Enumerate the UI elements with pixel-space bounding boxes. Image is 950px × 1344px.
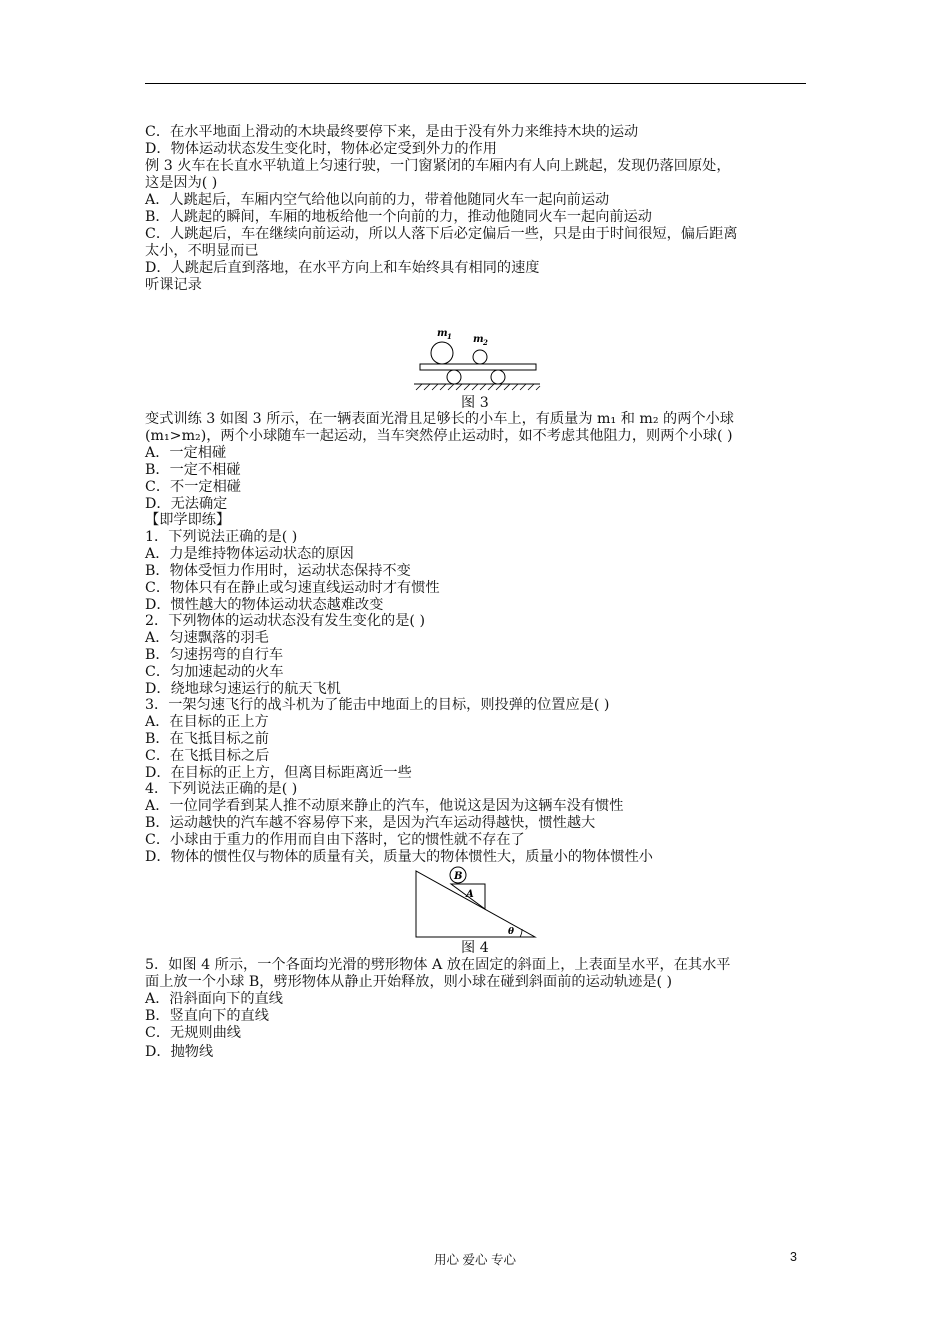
text-line: A．一定相碰 [145,445,227,461]
text-line: B．一定不相碰 [145,462,241,478]
angle-arc [520,929,522,937]
page-footer: 用心 爱心 专心 [434,1253,516,1267]
text-line: B．人跳起的瞬间，车厢的地板给他一个向前的力，推动他随同火车一起向前运动 [145,209,652,225]
text-line: C．人跳起后，车在继续向前运动，所以人落下后必定偏后一些，只是由于时间很短，偏后距离 [145,226,738,242]
text-line: 5．如图 4 所示，一个各面均光滑的劈形物体 A 放在固定的斜面上，上表面呈水平，在其水平 [145,957,731,973]
text-line: B．运动越快的汽车越不容易停下来，是因为汽车运动得越快，惯性越大 [145,815,596,831]
text-line: 2．下列物体的运动状态没有发生变化的是( ) [145,613,425,629]
text-line: D．物体的惯性仅与物体的质量有关，质量大的物体惯性大，质量小的物体惯性小 [145,849,653,865]
text-line: B．匀速拐弯的自行车 [145,647,284,663]
text-line: A．匀速飘落的羽毛 [145,630,269,646]
text-line: A．力是维持物体运动状态的原因 [145,546,354,562]
text-line: D．物体运动状态发生变化时，物体必定受到外力的作用 [145,141,497,157]
text-line: C．在飞抵目标之后 [145,748,270,764]
label-m1-sub: 1 [447,332,452,341]
text-line: C．匀加速起动的火车 [145,664,284,680]
text-line: 4．下列说法正确的是( ) [145,781,298,797]
page-number: 3 [790,1250,797,1264]
text-line: D．人跳起后直到落地，在水平方向上和车始终具有相同的速度 [145,260,540,276]
text-line: B．在飞抵目标之前 [145,731,269,747]
text-line: 3．一架匀速飞行的战斗机为了能击中地面上的目标，则投弹的位置应是( ) [145,697,610,713]
figure-4-caption: 图 4 [461,940,489,956]
label-theta: θ [508,927,515,937]
ball-m2 [473,350,487,364]
text-line: 1．下列说法正确的是( ) [145,529,298,545]
text-line: C．在水平地面上滑动的木块最终要停下来，是由于没有外力来维持木块的运动 [145,124,639,140]
text-line: C．不一定相碰 [145,479,241,495]
label-A: A [466,889,474,900]
label-B: B [454,871,463,882]
figure-3-cart-diagram [410,323,550,393]
figure-4-incline-diagram [413,865,539,941]
text-line: C．无规则曲线 [145,1025,241,1041]
text-line: A．人跳起后，车厢内空气给他以向前的力，带着他随同火车一起向前运动 [145,192,610,208]
label-m2-sub: 2 [483,338,488,347]
figure-3-caption: 图 3 [461,395,489,411]
text-line: C．物体只有在静止或匀速直线运动时才有惯性 [145,580,440,596]
text-line: D．抛物线 [145,1044,214,1060]
text-line: C．小球由于重力的作用而自由下落时，它的惯性就不存在了 [145,832,525,848]
header-rule [145,83,806,84]
text-line: 例 3 火车在长直水平轨道上匀速行驶，一门窗紧闭的车厢内有人向上跳起，发现仍落回原处， [145,158,731,174]
text-line: B．竖直向下的直线 [145,1008,269,1024]
text-line: 这是因为( ) [145,175,218,191]
incline [416,871,535,937]
text-line: A．沿斜面向下的直线 [145,991,283,1007]
text-line: 面上放一个小球 B，劈形物体从静止开始释放，则小球在碰到斜面前的运动轨迹是( ) [145,974,673,990]
label-m2: m [473,334,484,345]
text-line: 太小，不明显而已 [145,243,259,259]
section-heading: 【即学即练】 [145,512,231,528]
text-line: B．物体受恒力作用时，运动状态保持不变 [145,563,411,579]
text-line: D．在目标的正上方，但离目标距离近一些 [145,765,412,781]
ball-m1 [431,342,453,364]
ground-hatch [416,384,540,390]
text-line: D．绕地球匀速运行的航天飞机 [145,681,341,697]
text-line: A．在目标的正上方 [145,714,269,730]
text-line: D．惯性越大的物体运动状态越难改变 [145,597,384,613]
text-line: D．无法确定 [145,496,228,512]
text-line: 听课记录 [145,277,202,293]
cart-body [420,364,536,370]
label-m1: m [437,328,448,339]
cart-wheel-right [491,370,505,384]
text-line: A．一位同学看到某人推不动原来静止的汽车，他说这是因为这辆车没有惯性 [145,798,624,814]
text-line: (m₁>m₂)，两个小球随车一起运动，当车突然停止运动时，如不考虑其他阻力，则两个小球( ) [145,428,733,444]
cart-wheel-left [447,370,461,384]
text-line: 变式训练 3 如图 3 所示，在一辆表面光滑且足够长的小车上，有质量为 m₁ 和 m₂ 的两个小球 [145,411,734,427]
